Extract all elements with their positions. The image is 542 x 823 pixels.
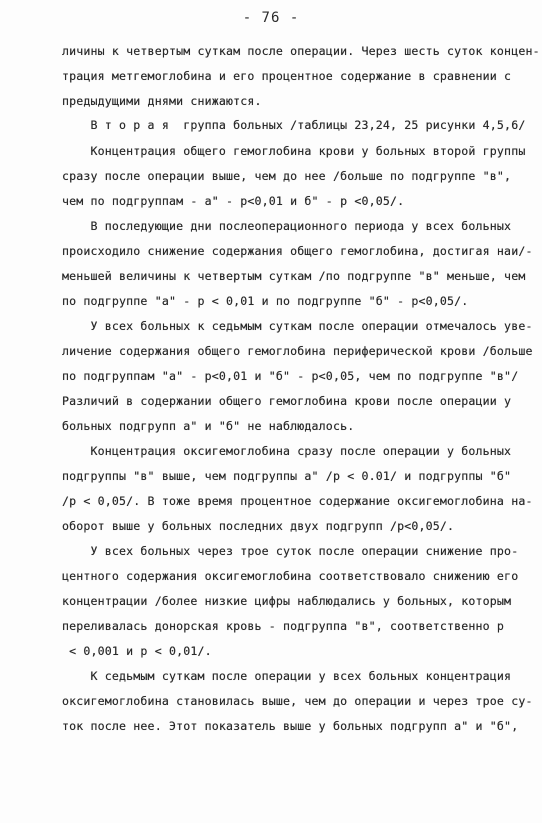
page-number: - 76 -: [242, 10, 300, 26]
text-line: Различий в содержании общего гемоглобина крови после операции у: [62, 394, 512, 408]
text-line: концентрации /более низкие цифры наблюдались у больных, которым: [62, 594, 512, 608]
text-line: ток после нее. Этот показатель выше у больных подгрупп а" и "б",: [62, 719, 519, 733]
text-line: меньшей величины к четвертым суткам /по подгруппе "в" меньше, чем: [62, 269, 526, 283]
text-line: предыдущими днями снижаются.: [62, 94, 262, 108]
text-line: < 0,001 и р < 0,01/.: [62, 644, 212, 658]
text-line: Концентрация оксигемоглобина сразу после операции у больных: [62, 444, 512, 458]
text-line: оборот выше у больных последних двух подгрупп /р<0,05/.: [62, 519, 455, 533]
text-line: В т о р а я группа больных /таблицы 23,24, 25 рисунки 4,5,6/: [62, 118, 526, 132]
text-line: У всех больных к седьмым суткам после операции отмечалось уве-: [62, 319, 533, 333]
text-line: подгруппы "в" выше, чем подгруппы а" /р < 0.01/ и подгруппы "б": [62, 469, 512, 483]
text-line: У всех больных через трое суток после операции снижение про-: [62, 544, 519, 558]
text-line: Концентрация общего гемоглобина крови у больных второй группы: [62, 144, 526, 158]
text-line: больных подгрупп а" и "б" не наблюдалось.: [62, 419, 355, 433]
text-line: В последующие дни послеоперационного периода у всех больных: [62, 219, 512, 233]
text-line: сразу после операции выше, чем до нее /больше по подгруппе "в",: [62, 169, 512, 183]
text-line: происходило снижение содержания общего гемоглобина, достигая наи/-: [62, 244, 533, 258]
text-line: чем по подгруппам - а" - р<0,01 и б" - р <0,05/.: [62, 194, 405, 208]
text-line: по подгруппе "а" - р < 0,01 и по подгруппе "б" - р<0,05/.: [62, 294, 469, 308]
text-line: К седьмым суткам после операции у всех больных концентрация: [62, 669, 512, 683]
text-line: трация метгемоглобина и его процентное содержание в сравнении с: [62, 69, 512, 83]
text-line: личение содержания общего гемоглобина периферической крови /больше: [62, 344, 533, 358]
text-line: /р < 0,05/. В тоже время процентное содержание оксигемоглобина на-: [62, 494, 533, 508]
text-line: центного содержания оксигемоглобина соответствовало снижению его: [62, 569, 519, 583]
text-line: по подгруппам "а" - р<0,01 и "б" - р<0,05, чем по подгруппе "в"/: [62, 369, 519, 383]
text-line: оксигемоглобина становилась выше, чем до операции и через трое су-: [62, 694, 533, 708]
text-line: переливалась донорская кровь - подгруппа "в", соответственно р: [62, 619, 505, 633]
text-line: личины к четвертым суткам после операции. Через шесть суток концен-: [62, 44, 540, 58]
